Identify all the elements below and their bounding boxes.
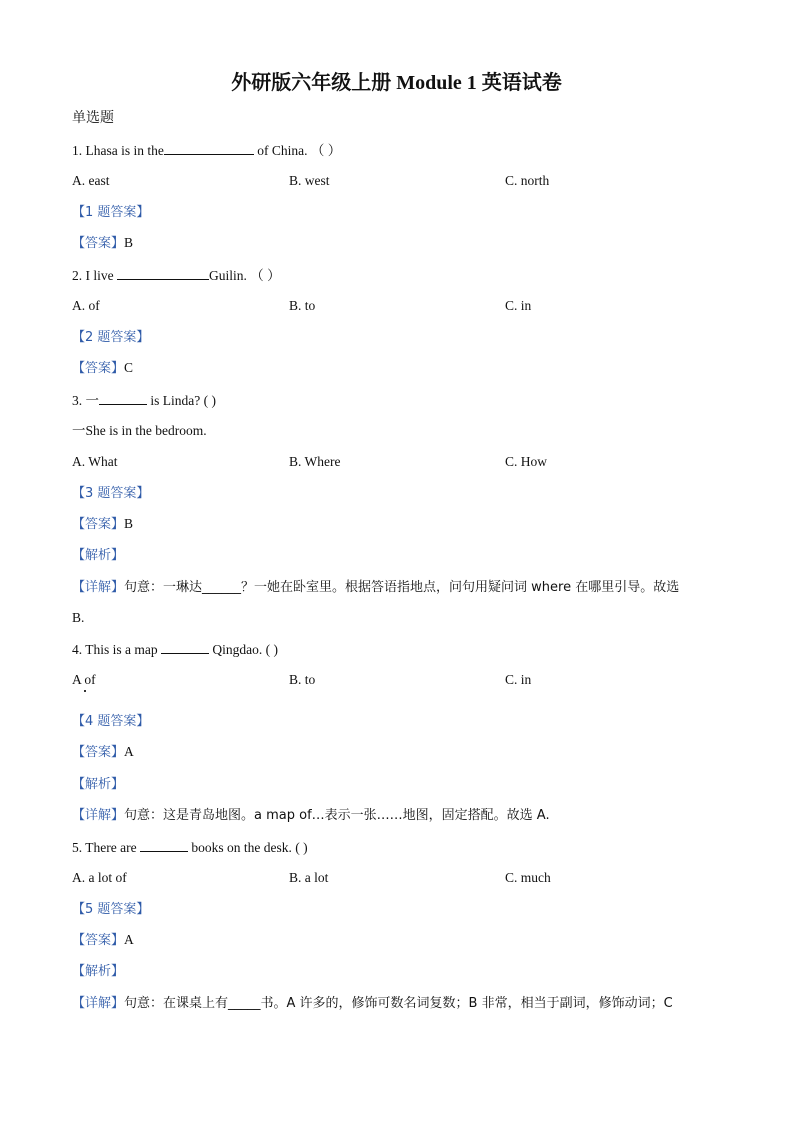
analysis-tag: 【解析】 <box>72 548 125 563</box>
question-1-option-c: C. north <box>505 173 550 188</box>
question-4-analysis <box>72 775 124 794</box>
question-1-answer <box>72 234 133 253</box>
answer-blank <box>99 391 147 405</box>
question-1-answer-head <box>72 203 149 222</box>
analysis-tag: 【解析】 <box>72 777 125 792</box>
answer-blank <box>161 640 209 654</box>
analysis-tag: 【解析】 <box>72 964 125 979</box>
answer-value: A <box>124 932 134 947</box>
detail-text: 句意：在课桌上有_____书。A 许多的，修饰可数名词复数；B 非常，相当于副词，修饰动词；C <box>124 996 673 1011</box>
question-4-stem <box>72 640 278 659</box>
question-2-stem <box>72 266 281 285</box>
question-5-stem-after: books on the desk. ( ) <box>187 840 308 855</box>
answer-blank <box>140 838 188 852</box>
question-3-stem <box>72 391 216 410</box>
question-1-option-a: A. east <box>72 173 110 188</box>
question-5-option-b: B. a lot <box>289 870 329 885</box>
question-2-answer <box>72 359 133 378</box>
question-5-option-a: A. a lot of <box>72 870 127 885</box>
question-5-stem <box>72 838 308 857</box>
answer-tag: 【答案】 <box>72 236 125 251</box>
question-3-detail <box>72 578 679 597</box>
question-5-answer-head <box>72 900 149 919</box>
question-5-stem-before: 5. There are <box>72 840 140 855</box>
answer-tag: 【答案】 <box>72 933 125 948</box>
question-3-reply: 一She is in the bedroom. <box>72 423 207 438</box>
page-title: 外研版六年级上册 Module 1 英语试卷 <box>231 72 562 94</box>
answer-head-label: 【1 题答案】 <box>72 205 150 220</box>
question-5-option-c: C. much <box>505 870 551 885</box>
answer-value: B <box>124 235 134 250</box>
question-3-option-a: A. What <box>72 454 118 469</box>
question-4-option-a: A of <box>72 672 96 687</box>
question-2-option-a: A. of <box>72 298 100 313</box>
answer-head-label: 【4 题答案】 <box>72 714 150 729</box>
answer-head-label: 【5 题答案】 <box>72 902 150 917</box>
question-4-stem-before: 4. This is a map <box>72 642 161 657</box>
question-4-option-c: C. in <box>505 672 532 687</box>
question-2-option-b: B. to <box>289 298 316 313</box>
question-3-stem-before: 3. 一 <box>72 393 99 408</box>
detail-tag: 【详解】 <box>72 808 125 823</box>
question-2-answer-head <box>72 328 149 347</box>
question-1-stem <box>72 141 341 160</box>
question-4-answer <box>72 743 134 762</box>
question-4-option-b: B. to <box>289 672 316 687</box>
answer-tag: 【答案】 <box>72 745 125 760</box>
question-3-detail-continued: B. <box>72 610 85 625</box>
answer-value: C <box>124 360 134 375</box>
detail-text: 句意：一琳达______？一她在卧室里。根据答语指地点，问句用疑问词 where 在哪里引导。故选 <box>124 580 680 595</box>
question-3-option-b: B. Where <box>289 454 341 469</box>
answer-tag: 【答案】 <box>72 517 125 532</box>
answer-value: B <box>124 516 134 531</box>
section-label: 单选题 <box>72 111 114 126</box>
answer-value: A <box>124 744 134 759</box>
answer-blank <box>164 141 254 155</box>
question-2-option-c: C. in <box>505 298 532 313</box>
question-1-option-b: B. west <box>289 173 330 188</box>
question-4-stem-after: Qingdao. ( ) <box>209 642 278 657</box>
question-4-detail <box>72 806 550 825</box>
question-3-answer <box>72 515 133 534</box>
question-1-stem-before: 1. Lhasa is in the <box>72 143 164 158</box>
answer-tag: 【答案】 <box>72 361 125 376</box>
question-2-stem-before: 2. I live <box>72 268 117 283</box>
answer-head-label: 【2 题答案】 <box>72 330 150 345</box>
question-3-option-c: C. How <box>505 454 548 469</box>
question-3-stem-after: is Linda? ( ) <box>147 393 216 408</box>
question-4-answer-head <box>72 712 149 731</box>
detail-tag: 【详解】 <box>72 580 125 595</box>
answer-head-label: 【3 题答案】 <box>72 486 150 501</box>
question-5-answer <box>72 931 134 950</box>
question-3-answer-head <box>72 484 149 503</box>
detail-text: 句意：这是青岛地图。a map of…表示一张……地图，固定搭配。故选 A. <box>124 808 550 823</box>
question-2-stem-after: Guilin. （ ） <box>209 268 281 283</box>
question-1-stem-after: of China. （ ） <box>253 143 342 158</box>
detail-tag: 【详解】 <box>72 996 125 1011</box>
stray-dot <box>84 690 86 692</box>
question-5-analysis <box>72 962 124 981</box>
question-5-detail <box>72 994 673 1013</box>
question-3-analysis <box>72 546 124 565</box>
answer-blank <box>117 266 209 280</box>
